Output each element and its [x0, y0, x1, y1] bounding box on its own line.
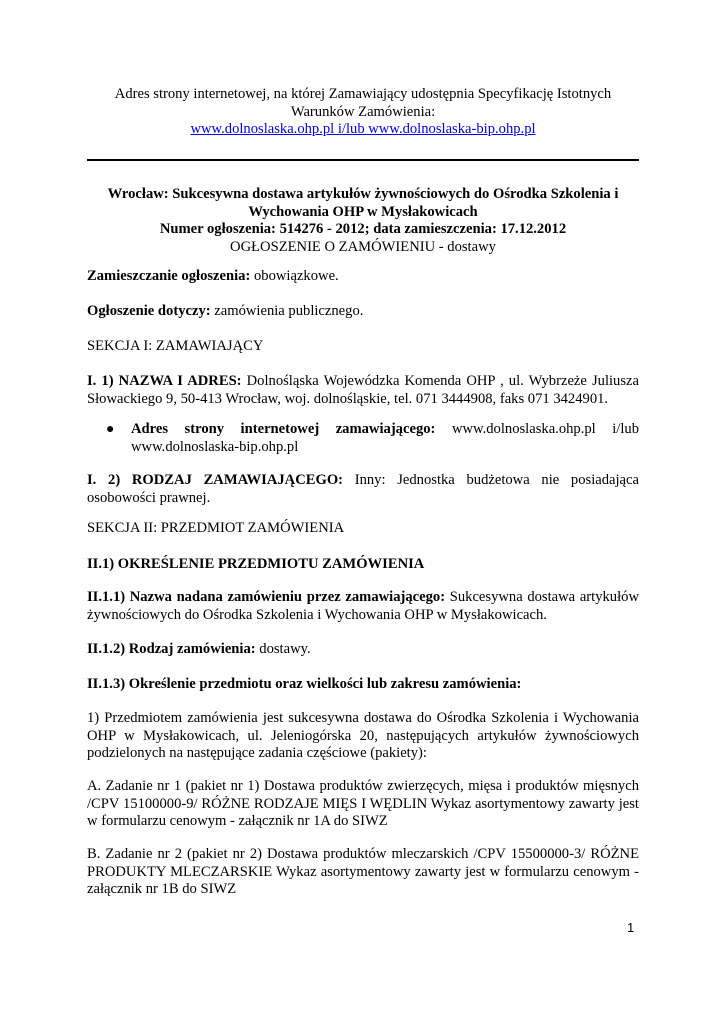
notice-title-line-2: Wychowania OHP w Mysłakowicach: [248, 203, 478, 220]
placement-field: [87, 268, 639, 286]
header-line-1: Adres strony internetowej, na której Zamawiający udostępnia Specyfikację Istotnych: [114, 86, 612, 102]
concerns-value: zamówienia publicznego.: [210, 303, 364, 319]
website-bullet-item: [107, 421, 639, 456]
section1-heading: SEKCJA I: ZAMAWIAJĄCY: [87, 338, 264, 354]
order-name-value: Sukcesywna dostawa artykułów żywnościowych do Ośrodka Szkolenia i Wychowania OHP w Mysłakowicach.: [87, 589, 639, 623]
concerns-field: [87, 303, 639, 321]
bullet-dot-icon: ●: [106, 422, 115, 437]
order-kind-value: dostawy.: [255, 641, 311, 657]
order-kind-field: [87, 641, 639, 659]
order-name-label: II.1.1) Nazwa nadana zamówieniu przez zamawiającego:: [87, 589, 446, 605]
scope-paragraph-1: 1) Przedmiotem zamówienia jest sukcesywna dostawa do Ośrodka Szkolenia i Wychowania OHP w Mysłakowicach, ul. Jeleniogórska 20, następujących artykułów żywnościowych podzielonych na następujące zadania częściowe (pakiety):: [87, 710, 639, 761]
section1-name-address: [87, 373, 639, 408]
section2-subheading: II.1) OKREŚLENIE PRZEDMIOTU ZAMÓWIENIA: [87, 556, 425, 572]
header-links[interactable]: www.dolnoslaska.ohp.pl i/lub www.dolnoslaska-bip.ohp.pl: [190, 121, 536, 137]
name-address-label: I. 1) NAZWA I ADRES:: [87, 373, 242, 389]
website-value: www.dolnoslaska.ohp.pl i/lub www.dolnoslaska-bip.ohp.pl: [131, 421, 639, 455]
notice-type-line: OGŁOSZENIE O ZAMÓWIENIU - dostawy: [230, 238, 496, 255]
placement-label: Zamieszczanie ogłoszenia:: [87, 268, 251, 284]
order-kind-label: II.1.2) Rodzaj zamówienia:: [87, 641, 256, 657]
section1-type: [87, 472, 639, 507]
order-name-field: [87, 589, 639, 624]
horizontal-rule: [87, 159, 639, 161]
order-scope-label: II.1.3) Określenie przedmiotu oraz wielkości lub zakresu zamówienia:: [87, 676, 522, 692]
header-line-2: Warunków Zamówienia:: [290, 103, 436, 120]
notice-title-block: [87, 186, 639, 256]
notice-title-line-1: Wrocław: Sukcesywna dostawa artykułów żywnościowych do Ośrodka Szkolenia i: [107, 186, 619, 202]
scope-paragraph-a: A. Zadanie nr 1 (pakiet nr 1) Dostawa produktów zwierzęcych, mięsa i produktów mięsnych /CPV 15100000-9/ RÓŻNE RODZAJE MIĘS I WĘDLIN Wykaz asortymentowy zawarty jest w formularzu cenowym - załącznik nr 1A do SIWZ: [87, 778, 639, 829]
page-number: 1: [627, 920, 635, 935]
scope-paragraph-b: B. Zadanie nr 2 (pakiet nr 2) Dostawa produktów mleczarskich /CPV 15500000-3/ RÓŻNE PRODUKTY MLECZARSKIE Wykaz asortymentowy zawarty jest w formularzu cenowym - załącznik nr 1B do SIWZ: [87, 846, 639, 897]
type-label: I. 2) RODZAJ ZAMAWIAJĄCEGO:: [87, 472, 344, 488]
type-value: Inny: Jednostka budżetowa nie posiadająca osobowości prawnej.: [87, 472, 639, 506]
placement-value: obowiązkowe.: [250, 268, 339, 284]
concerns-label: Ogłoszenie dotyczy:: [87, 303, 211, 319]
section2-heading: SEKCJA II: PRZEDMIOT ZAMÓWIENIA: [87, 520, 345, 536]
header-block: [87, 86, 639, 139]
name-address-value: Dolnośląska Wojewódzka Komenda OHP , ul. Wybrzeże Juliusza Słowackiego 9, 50-413 Wrocław, woj. dolnośląskie, tel. 071 3444908, faks 071 3424901.: [87, 373, 639, 407]
notice-number-line: Numer ogłoszenia: 514276 - 2012; data zamieszczenia: 17.12.2012: [159, 221, 567, 237]
website-label: Adres strony internetowej zamawiającego:: [131, 421, 436, 437]
